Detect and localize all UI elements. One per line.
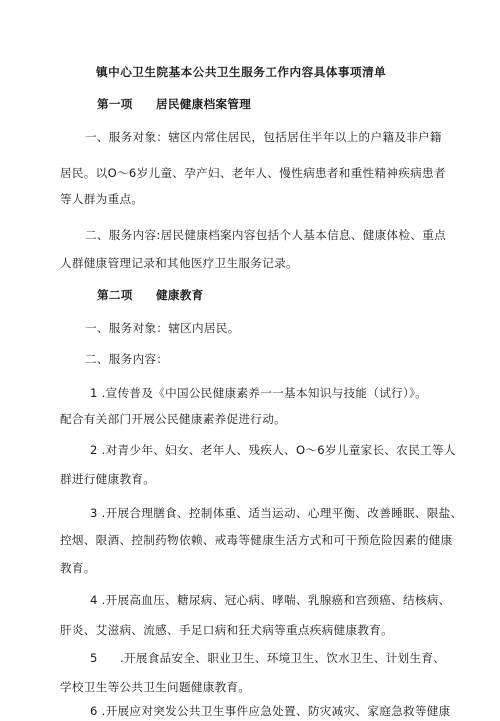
item-6-line: 6 .开展应对突发公共卫生事件应急处置、防灾减灾、家庭急救等健康 (90, 704, 451, 718)
section-2-target: 一、服务对象：辖区内居民。 (85, 321, 240, 335)
item-3-line: 教育。 (60, 561, 96, 575)
section-2-header (0, 285, 500, 305)
item-5-number: 5 (90, 651, 98, 665)
item-4-line: 肝炎、艾滋病、流感、手足口病和狂犬病等重点疾病健康教育。 (60, 623, 394, 637)
item-3-line: 3 .开展合理膳食、控制体重、适当运动、心理平衡、改善睡眠、限盐、 (90, 506, 463, 520)
section-2-heading: 健康教育 (156, 288, 204, 302)
item-2-line: 2 .对青少年、妇女、老年人、残疾人、O〜6岁儿童家长、农民工等人 (90, 443, 456, 457)
item-5-text: .开展食品安全、职业卫生、环境卫生、饮水卫生、计划生育、 (120, 651, 446, 665)
item-2-line: 群进行健康教育。 (60, 472, 156, 486)
section-2-number: 第二项 (97, 288, 133, 302)
section-1-target-line: 居民。以O〜6岁儿童、孕产妇、老年人、慢性病患者和重性精神疾病患者 (60, 166, 446, 180)
section-1-target-line: 一、服务对象：辖区内常住居民，包括居住半年以上的户籍及非户籍 (85, 130, 442, 144)
item-5-line: 学校卫生等公共卫生问题健康教育。 (60, 680, 251, 694)
item-5-line (0, 648, 500, 668)
section-1-number: 第一项 (97, 97, 133, 111)
document-title: 镇中心卫生院基本公共卫生服务工作内容具体事项清单 (96, 65, 387, 79)
item-4-line: 4 .开展高血压、糖尿病、冠心病、哮喘、乳腺癌和宫颈癌、结核病、 (90, 593, 451, 607)
item-3-line: 控烟、限酒、控制药物依赖、戒毒等健康生活方式和可干预危险因素的健康 (60, 533, 453, 547)
section-1-target-line: 等人群为重点。 (60, 192, 144, 206)
section-1-header (0, 94, 500, 114)
item-1-line: 1 .宣传普及《中国公民健康素养一一基本知识与技能（试行）》。 (90, 386, 428, 400)
section-1-content-line: 二、服务内容:居民健康档案内容包括个人基本信息、健康体检、重点 (85, 228, 447, 242)
item-1-line: 配合有关部门开展公民健康素养促进行动。 (60, 412, 286, 426)
section-2-content-label: 二、服务内容： (85, 352, 169, 366)
section-1-heading: 居民健康档案管理 (156, 97, 252, 111)
section-1-content-line: 人群健康管理记录和其他医疗卫生服务记录。 (60, 256, 298, 270)
